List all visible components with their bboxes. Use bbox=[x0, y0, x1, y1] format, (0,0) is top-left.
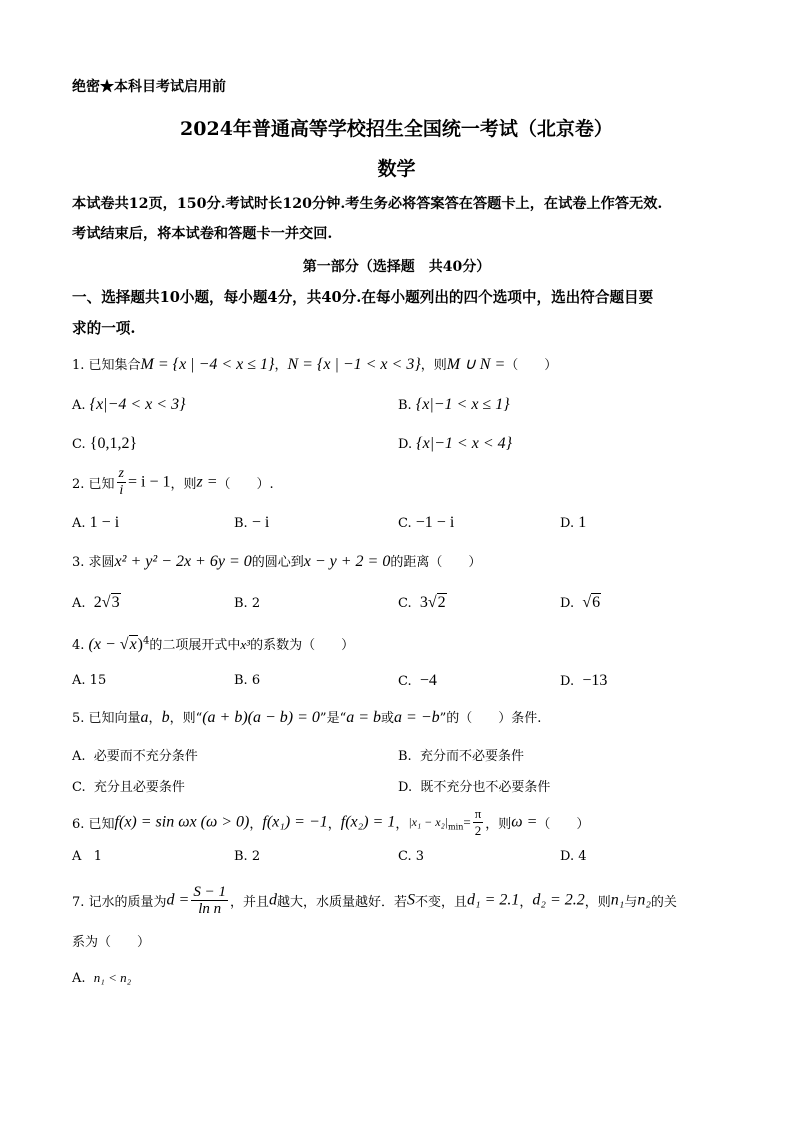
q4-expr-open: (x − bbox=[88, 636, 120, 653]
q1-option-b[interactable] bbox=[398, 396, 510, 414]
q7-d1: d₁ = 2.1 bbox=[467, 891, 520, 909]
option-label: D. bbox=[560, 596, 575, 611]
q7-d-eq: d = bbox=[166, 891, 190, 909]
option-text: 4 bbox=[578, 849, 587, 864]
option-coef: 3 bbox=[419, 594, 428, 611]
q6-option-d[interactable] bbox=[560, 849, 587, 864]
q6-min-sub: min bbox=[448, 822, 464, 832]
fraction-denominator: i bbox=[119, 483, 124, 498]
option-text: 3 bbox=[415, 849, 425, 864]
part1-title: 第一部分（选择题 共40分） bbox=[302, 259, 491, 275]
option-label: C. bbox=[398, 849, 412, 864]
option-text: −1 − i bbox=[415, 514, 455, 531]
q5-sep: ， bbox=[148, 711, 162, 726]
q6-condition-2: f(x₂) = 1 bbox=[340, 813, 396, 831]
q2-fraction bbox=[117, 466, 126, 499]
q3-suffix: 的距离（ ） bbox=[390, 555, 482, 570]
option-text: 6 bbox=[251, 673, 261, 688]
part1-instruction-1: 一、选择题共10小题，每小题4分，共40分.在每小题列出的四个选项中，选出符合题目要 bbox=[72, 289, 654, 306]
q4-suffix: 的系数为（ ） bbox=[250, 638, 355, 653]
fraction-numerator: z bbox=[118, 466, 124, 481]
q6-option-a[interactable] bbox=[72, 849, 102, 864]
q5-prefix: 5. 已知向量 bbox=[72, 711, 141, 726]
q1-option-a[interactable] bbox=[72, 396, 185, 414]
question-4-stem: 4. $(x - √x)^4$的二项展开式中x³的系数为（ ） bbox=[72, 635, 355, 653]
fraction-numerator: π bbox=[474, 806, 482, 821]
option-radicand: 3 bbox=[111, 594, 120, 611]
q7-option-a[interactable] bbox=[72, 970, 131, 986]
q6-expr: ω = bbox=[511, 813, 538, 831]
q1-prefix: 1. 已知集合 bbox=[72, 358, 141, 373]
q7-fraction bbox=[191, 884, 228, 917]
q1-sep: ， bbox=[274, 358, 288, 373]
option-label: A. bbox=[72, 971, 86, 986]
q6-sep-3: ， bbox=[395, 817, 409, 832]
q4-prefix: 4. bbox=[72, 638, 85, 653]
q2-option-c[interactable] bbox=[398, 514, 454, 532]
option-text: 2 bbox=[251, 849, 261, 864]
q4-option-b[interactable] bbox=[234, 673, 260, 688]
option-label: C. bbox=[398, 596, 412, 611]
q6-option-b[interactable] bbox=[234, 849, 260, 864]
q2-option-d[interactable] bbox=[560, 514, 586, 532]
question-1-stem bbox=[72, 354, 557, 374]
q5-cond-2: a = −b bbox=[394, 709, 440, 726]
option-text: 必要而不充分条件 bbox=[93, 749, 198, 764]
q5-mid2: ”是“ bbox=[319, 711, 347, 726]
q5-option-c[interactable] bbox=[72, 776, 185, 795]
q3-option-c[interactable]: C. 3√2 bbox=[398, 594, 446, 611]
q2-prefix: 2. 已知 bbox=[72, 477, 115, 492]
q2-rhs: = i − 1 bbox=[128, 473, 171, 491]
option-label: D. bbox=[560, 674, 575, 689]
option-text: 1 − i bbox=[89, 514, 120, 531]
option-coef: 2 bbox=[93, 594, 102, 611]
option-text: 1 bbox=[578, 514, 587, 531]
question-6-stem bbox=[72, 806, 589, 839]
q6-blank: （ ） bbox=[537, 817, 590, 832]
option-text: {x|−1 < x ≤ 1} bbox=[415, 396, 510, 413]
q6-function: f(x) = sin ωx (ω > 0) bbox=[114, 813, 250, 831]
q3-prefix: 3. 求圆 bbox=[72, 555, 115, 570]
option-text: −13 bbox=[582, 672, 608, 689]
q3-option-d[interactable]: D. √6 bbox=[560, 594, 601, 611]
q4-term: x³ bbox=[240, 637, 251, 652]
option-label: C. bbox=[398, 674, 412, 689]
question-5-stem bbox=[72, 707, 541, 727]
option-text: −4 bbox=[419, 672, 437, 689]
q7-mid-2: 越大，水质量越好．若 bbox=[276, 895, 407, 910]
question-2-stem bbox=[72, 466, 274, 499]
q5-or: 或 bbox=[381, 711, 395, 726]
option-label: B. bbox=[234, 673, 248, 688]
option-label: B. bbox=[398, 749, 412, 764]
q2-expr: z = bbox=[196, 473, 218, 491]
q3-mid: 的圆心到 bbox=[251, 555, 304, 570]
option-label: B. bbox=[234, 516, 248, 531]
q2-option-a[interactable] bbox=[72, 514, 119, 532]
option-label: C. bbox=[72, 437, 86, 452]
option-label: D. bbox=[560, 516, 575, 531]
q6-sep-1: ， bbox=[249, 817, 263, 832]
option-text: − i bbox=[251, 514, 270, 531]
question-7-stem bbox=[72, 884, 677, 917]
option-text: 2 bbox=[251, 596, 261, 611]
q4-expr-close: ) bbox=[137, 636, 143, 653]
q6-option-c[interactable] bbox=[398, 849, 424, 864]
q3-line-eq: x − y + 2 = 0 bbox=[303, 553, 391, 570]
q1-mid: ，则 bbox=[420, 358, 447, 373]
q5-suffix: ”的（ ）条件. bbox=[439, 711, 542, 726]
q4-mid: 的二项展开式中 bbox=[149, 638, 241, 653]
option-text: 充分而不必要条件 bbox=[419, 749, 524, 764]
q6-fraction bbox=[473, 806, 484, 839]
q7-s: S bbox=[407, 891, 415, 909]
option-label: A. bbox=[72, 749, 86, 764]
option-label: A. bbox=[72, 596, 86, 611]
q6-sep-2: ， bbox=[327, 817, 341, 832]
exam-title: 2024年普通高等学校招生全国统一考试（北京卷） bbox=[180, 118, 613, 140]
q5-cond-1: a = b bbox=[346, 709, 382, 726]
q3-circle-eq: x² + y² − 2x + 6y = 0 bbox=[114, 553, 252, 570]
q3-option-a[interactable]: A. 2√3 bbox=[72, 594, 120, 611]
q7-suffix: 的关 bbox=[650, 895, 677, 910]
option-text: n₁ < n₂ bbox=[93, 970, 132, 985]
q5-option-a[interactable] bbox=[72, 745, 198, 764]
option-label: D. bbox=[398, 437, 413, 452]
option-label: A bbox=[72, 849, 82, 864]
option-label: C. bbox=[72, 780, 86, 795]
q6-mid: ，则 bbox=[485, 817, 512, 832]
option-radicand: 6 bbox=[592, 594, 601, 611]
q4-radicand: x bbox=[129, 636, 137, 653]
q2-option-b[interactable] bbox=[234, 514, 269, 532]
q7-n2: n₂ bbox=[637, 891, 651, 909]
option-label: B. bbox=[398, 398, 412, 413]
option-text: 充分且必要条件 bbox=[93, 780, 185, 795]
q7-d: d bbox=[268, 891, 277, 909]
confidential-notice: 绝密★本科目考试启用前 bbox=[72, 79, 226, 95]
q5-mid: ，则“ bbox=[169, 711, 203, 726]
option-radicand: 2 bbox=[437, 594, 446, 611]
option-label: B. bbox=[234, 596, 248, 611]
q7-mid-1: ，并且 bbox=[229, 895, 269, 910]
option-label: A. bbox=[72, 673, 86, 688]
option-label: A. bbox=[72, 398, 86, 413]
q6-condition-3: |x₁ − x₂| bbox=[408, 815, 449, 829]
q4-option-d[interactable] bbox=[560, 672, 607, 690]
q5-option-b[interactable] bbox=[398, 745, 524, 764]
q1-option-c[interactable] bbox=[72, 435, 137, 453]
q7-prefix: 7. 记水的质量为 bbox=[72, 895, 167, 910]
option-text: {x|−4 < x < 3} bbox=[89, 396, 186, 413]
q5-option-d[interactable] bbox=[398, 776, 550, 795]
fraction-denominator: 2 bbox=[474, 823, 482, 838]
option-text: 既不充分也不必要条件 bbox=[420, 780, 551, 795]
q5-expr: (a + b)(a − b) = 0 bbox=[202, 709, 320, 726]
intro-line-2: 考试结束后，将本试卷和答题卡一并交回. bbox=[72, 226, 333, 242]
q7-and: 与 bbox=[624, 895, 638, 910]
q7-sep: ， bbox=[519, 895, 533, 910]
q4-power: 4 bbox=[143, 635, 150, 647]
option-label: A. bbox=[72, 516, 86, 531]
q6-condition-1: f(x₁) = −1 bbox=[262, 813, 328, 831]
q1-expr: M ∪ N = bbox=[446, 356, 506, 373]
q1-set-m: M = {x | −4 < x ≤ 1} bbox=[140, 356, 275, 373]
intro-line-1: 本试卷共12页，150分.考试时长120分钟.考生务必将答案答在答题卡上，在试卷上作答无效. bbox=[72, 196, 663, 212]
question-3-stem bbox=[72, 551, 481, 571]
part1-instruction-2: 求的一项. bbox=[72, 320, 136, 337]
option-text: {x|−1 < x < 4} bbox=[416, 435, 513, 452]
q6-eq: = bbox=[463, 814, 471, 830]
q2-blank: （ ）. bbox=[217, 477, 274, 492]
question-7-stem-line2: 系为（ ） bbox=[72, 935, 151, 950]
option-label: D. bbox=[398, 780, 413, 795]
q4-option-c[interactable] bbox=[398, 672, 437, 690]
q1-blank: （ ） bbox=[505, 358, 558, 373]
q7-n1: n₁ bbox=[610, 891, 625, 909]
fraction-numerator: S − 1 bbox=[193, 884, 226, 900]
q5-vector-b: b bbox=[161, 709, 170, 726]
option-text: {0,1,2} bbox=[89, 435, 138, 452]
subject-title: 数学 bbox=[377, 158, 416, 180]
q2-mid: ，则 bbox=[170, 477, 197, 492]
option-text: 15 bbox=[89, 673, 107, 688]
option-text: 1 bbox=[93, 849, 103, 864]
q1-set-n: N = {x | −1 < x < 3} bbox=[287, 356, 421, 373]
q7-d2: d₂ = 2.2 bbox=[532, 891, 585, 909]
q1-option-d[interactable] bbox=[398, 435, 512, 453]
option-label: C. bbox=[398, 516, 412, 531]
q7-mid-4: ，则 bbox=[584, 895, 611, 910]
option-label: D. bbox=[560, 849, 575, 864]
fraction-denominator: ln n bbox=[198, 901, 222, 917]
q5-vector-a: a bbox=[140, 709, 149, 726]
q6-prefix: 6. 已知 bbox=[72, 817, 115, 832]
option-label: B. bbox=[234, 849, 248, 864]
q4-option-a[interactable] bbox=[72, 673, 106, 688]
q7-mid-3: 不变，且 bbox=[415, 895, 468, 910]
q3-option-b[interactable] bbox=[234, 596, 260, 611]
